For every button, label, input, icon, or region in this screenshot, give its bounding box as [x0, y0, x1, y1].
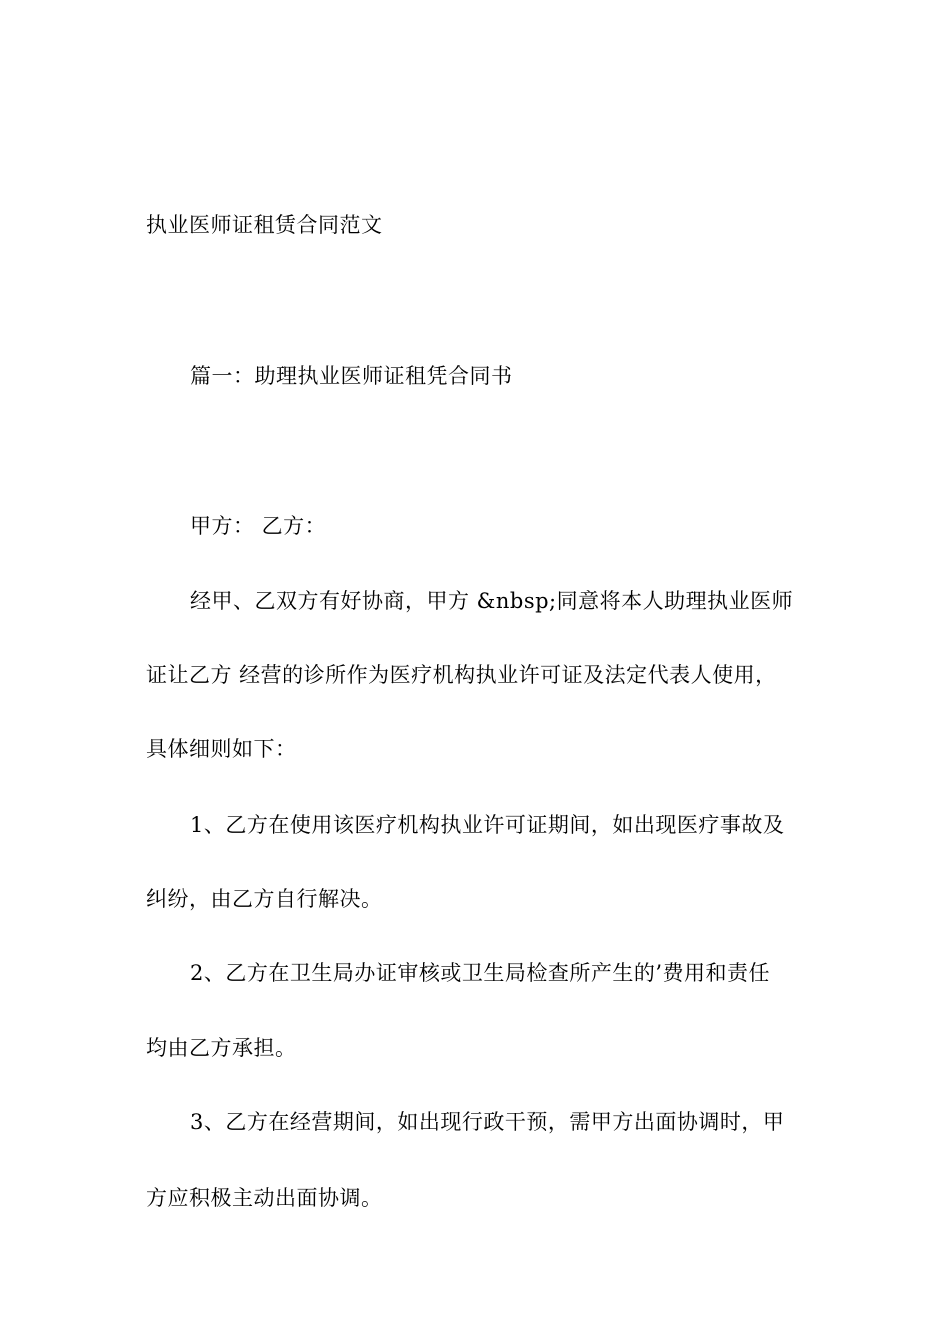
- clause-3-line: 方应积极主动出面协调。: [146, 1186, 383, 1210]
- section-heading: 篇一：助理执业医师证租凭合同书: [190, 364, 513, 388]
- clause-1-line: 1、乙方在使用该医疗机构执业许可证期间，如出现医疗事故及: [190, 813, 785, 837]
- paragraph-line: 证让乙方 经营的诊所作为医疗机构执业许可证及法定代表人使用，: [146, 663, 777, 687]
- document-title: 执业医师证租赁合同范文: [146, 213, 383, 237]
- clause-2-line: 2、乙方在卫生局办证审核或卫生局检查所产生的’费用和责任: [190, 961, 771, 985]
- clause-3-line: 3、乙方在经营期间，如出现行政干预，需甲方出面协调时，甲: [190, 1110, 785, 1134]
- clause-1-line: 纠纷，由乙方自行解决。: [146, 887, 383, 911]
- clause-2-line: 均由乙方承担。: [146, 1036, 297, 1060]
- paragraph-line: 具体细则如下：: [146, 737, 297, 761]
- paragraph-line: 经甲、乙双方有好协商，甲方 &nbsp;同意将本人助理执业医师: [190, 589, 794, 613]
- parties-line: 甲方： 乙方：: [190, 514, 327, 538]
